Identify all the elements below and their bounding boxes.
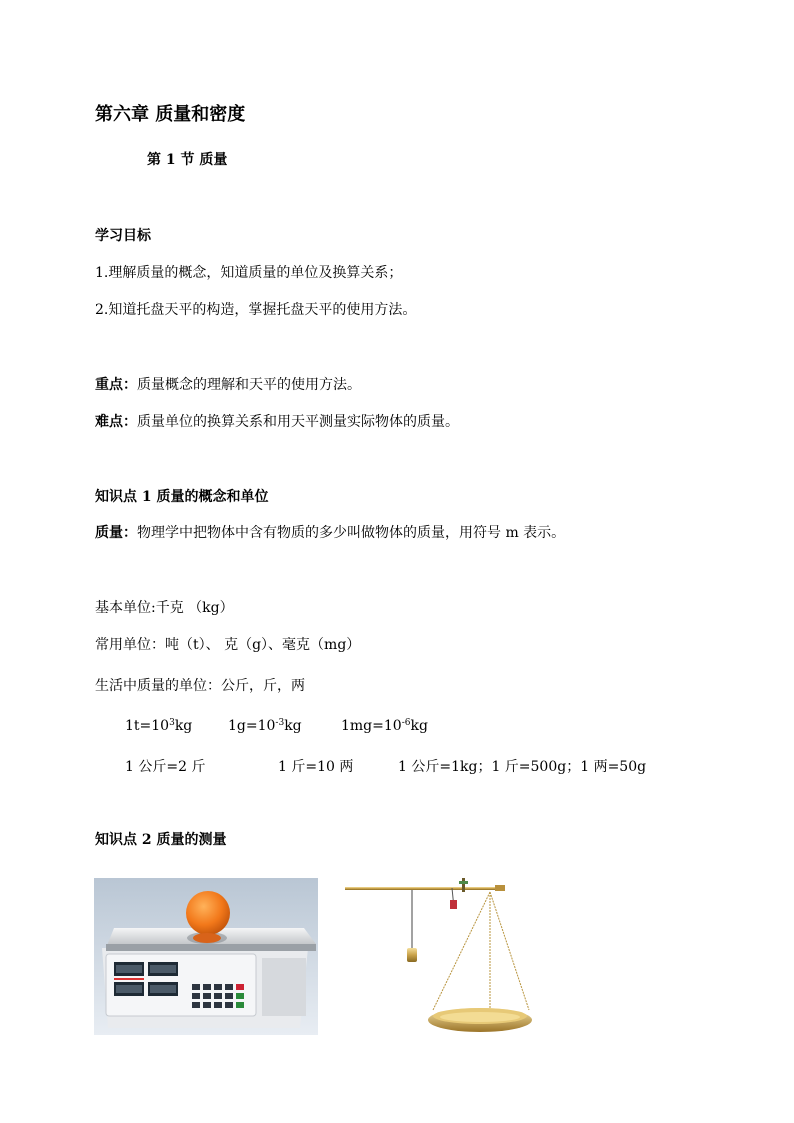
mass-definition-text: 物理学中把物体中含有物质的多少叫做物体的质量，用符号 m 表示。 xyxy=(137,525,566,541)
objectives-heading: 学习目标 xyxy=(95,228,151,244)
electronic-scale-icon xyxy=(94,878,318,1035)
conversion-g-kg-unit: kg xyxy=(284,718,302,734)
conversion-t-kg-base: 1t=10 xyxy=(125,718,170,734)
key-point-text: 质量概念的理解和天平的使用方法。 xyxy=(137,377,361,393)
difficulty xyxy=(95,415,459,429)
conversion-mg-kg-exp: -6 xyxy=(401,718,411,728)
conversion-mg-kg xyxy=(341,719,428,733)
difficulty-text: 质量单位的换算关系和用天平测量实际物体的质量。 xyxy=(137,414,459,430)
conversion-t-kg-unit: kg xyxy=(174,718,193,734)
difficulty-label: 难点： xyxy=(95,414,137,430)
conversion-g-kg-base: 1g=10 xyxy=(228,718,276,734)
conversion-mg-kg-unit: kg xyxy=(410,718,428,734)
section-title: 第 1 节 质量 xyxy=(147,152,228,168)
daily-units: 生活中质量的单位：公斤，斤，两 xyxy=(95,678,305,694)
conversion-mg-kg-base: 1mg=10 xyxy=(341,718,402,734)
chapter-title: 第六章 质量和密度 xyxy=(95,104,246,125)
conversion-metric: 1 公斤=1kg；1 斤=500g；1 两=50g xyxy=(398,759,647,775)
conversion-g-kg xyxy=(228,719,302,733)
base-unit: 基本单位:千克 （kg） xyxy=(95,600,234,616)
knowledge2-heading: 知识点 2 质量的测量 xyxy=(95,832,227,848)
mass-definition-label: 质量： xyxy=(95,525,137,541)
steelyard-balance-image xyxy=(340,870,540,1045)
conversion-g-kg-exp: -3 xyxy=(275,718,285,728)
knowledge1-heading: 知识点 1 质量的概念和单位 xyxy=(95,489,269,505)
mass-definition xyxy=(95,526,565,540)
objective-item-2: 2.知道托盘天平的构造，掌握托盘天平的使用方法。 xyxy=(95,302,417,318)
conversion-t-kg-exp: 3 xyxy=(169,718,175,728)
conversion-gongjin-jin: 1 公斤=2 斤 xyxy=(125,759,206,775)
conversion-jin-liang: 1 斤=10 两 xyxy=(278,759,354,775)
key-point xyxy=(95,378,361,392)
electronic-scale-image xyxy=(94,878,318,1035)
objective-item-1: 1.理解质量的概念，知道质量的单位及换算关系； xyxy=(95,265,403,281)
conversion-t-kg xyxy=(125,719,192,733)
steelyard-balance-icon xyxy=(340,870,540,1045)
key-point-label: 重点： xyxy=(95,377,137,393)
common-units: 常用单位：吨（t）、 克（g）、毫克（mg） xyxy=(95,637,361,653)
